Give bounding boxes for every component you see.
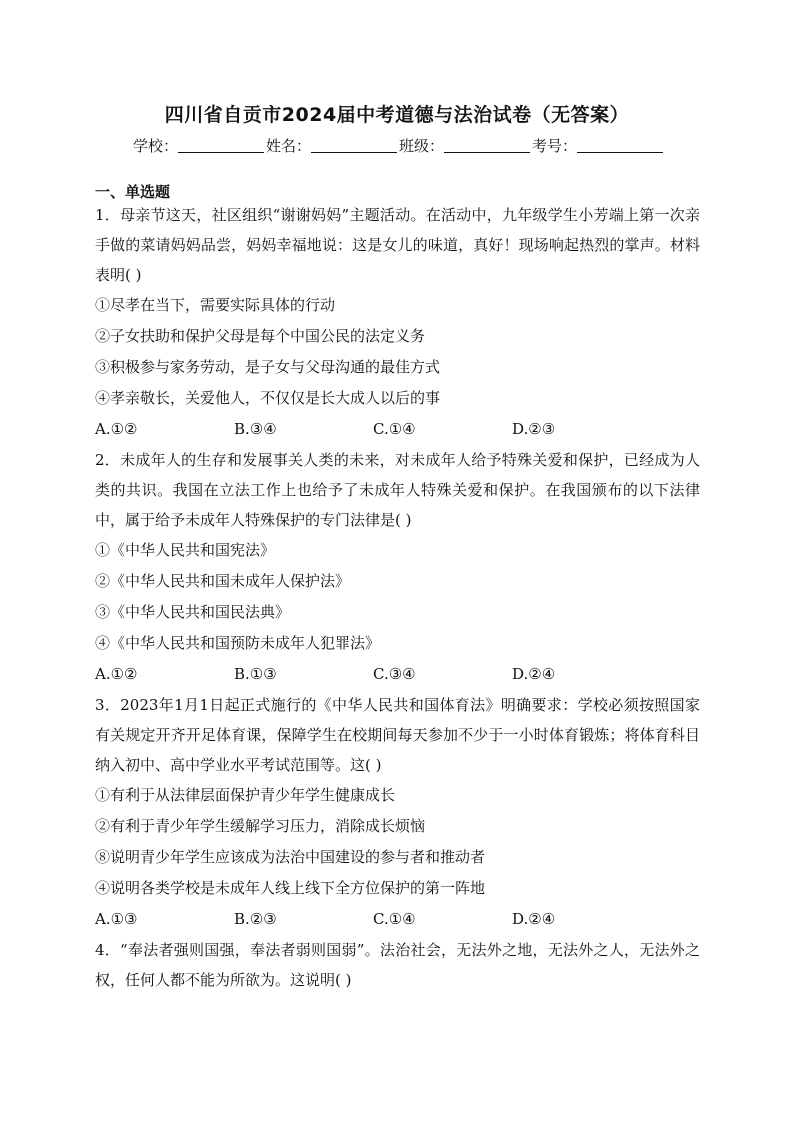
statement: ②有利于青少年学生缓解学习压力，消除成长烦恼	[95, 817, 426, 835]
question-4	[95, 935, 700, 995]
school-label: 学校：	[132, 137, 178, 155]
question-stem: 1．母亲节这天，社区组织“谢谢妈妈”主题活动。在活动中，九年级学生小芳端上第一次亲手做的菜请妈妈品尝，妈妈幸福地说：这是女儿的味道，真好！现场响起热烈的掌声。材料表明( )	[95, 206, 700, 284]
statement: ④《中华人民共和国预防未成年人犯罪法》	[95, 634, 381, 652]
choice-c: C.③④	[373, 665, 416, 683]
choice-d: D.②④	[512, 665, 556, 683]
exam-no-label: 考号：	[532, 137, 578, 155]
statement: ④说明各类学校是未成年人线上线下全方位保护的第一阵地	[95, 879, 486, 897]
statement: ③《中华人民共和国民法典》	[95, 603, 291, 621]
choice-c: C.①④	[373, 910, 416, 928]
choice-d: D.②③	[512, 420, 556, 438]
name-label: 姓名：	[265, 137, 311, 155]
question-1	[95, 200, 700, 445]
exam-title: 四川省自贡市2024届中考道德与法治试卷（无答案）	[164, 104, 630, 126]
question-stem: 4．“奉法者强则国强，奉法者弱则国弱”。法治社会，无法外之地，无法外之人，无法外之权，任何人都不能为所欲为。这说明( )	[95, 941, 700, 989]
choice-b: B.③④	[234, 420, 277, 438]
statement: ①有利于从法律层面保护青少年学生健康成长	[95, 786, 396, 804]
question-list	[95, 200, 700, 995]
choice-b: B.②③	[234, 910, 277, 928]
exam-no-blank	[577, 138, 663, 153]
choice-c: C.①④	[373, 420, 416, 438]
answer-choices	[95, 904, 700, 935]
choice-a: A.①②	[95, 665, 138, 683]
school-blank	[178, 138, 264, 153]
statement: ④孝亲敬长，关爱他人，不仅仅是长大成人以后的事	[95, 389, 441, 407]
choice-a: A.①②	[95, 420, 138, 438]
class-label: 班级：	[399, 137, 445, 155]
student-info-line	[0, 135, 794, 156]
answer-choices	[95, 659, 700, 690]
choice-b: B.①③	[234, 665, 277, 683]
statement: ②《中华人民共和国未成年人保护法》	[95, 572, 351, 590]
question-stem: 3．2023年1月1日起正式施行的《中华人民共和国体育法》明确要求：学校必须按照国家有关规定开齐开足体育课，保障学生在校期间每天参加不少于一小时体育锻炼；将体育科目纳入初中、高中学业水平考试范围等。这( )	[95, 696, 700, 774]
answer-choices	[95, 414, 700, 445]
choice-a: A.①③	[95, 910, 138, 928]
question-3	[95, 690, 700, 935]
question-stem: 2．未成年人的生存和发展事关人类的未来，对未成年人给予特殊关爱和保护，已经成为人类的共识。我国在立法工作上也给予了未成年人特殊关爱和保护。在我国颁布的以下法律中，属于给予未成年人特殊保护的专门法律是( )	[95, 451, 700, 529]
statement: ①尽孝在当下，需要实际具体的行动	[95, 296, 336, 314]
question-2	[95, 445, 700, 690]
statement: ②子女扶助和保护父母是每个中国公民的法定义务	[95, 327, 426, 345]
statement: ③积极参与家务劳动，是子女与父母沟通的最佳方式	[95, 358, 441, 376]
statement: ①《中华人民共和国宪法》	[95, 541, 276, 559]
section-title: 一、单选题	[95, 183, 171, 201]
choice-d: D.②④	[512, 910, 556, 928]
statement: ⑧说明青少年学生应该成为法治中国建设的参与者和推动者	[95, 848, 486, 866]
class-blank	[444, 138, 530, 153]
name-blank	[311, 138, 397, 153]
